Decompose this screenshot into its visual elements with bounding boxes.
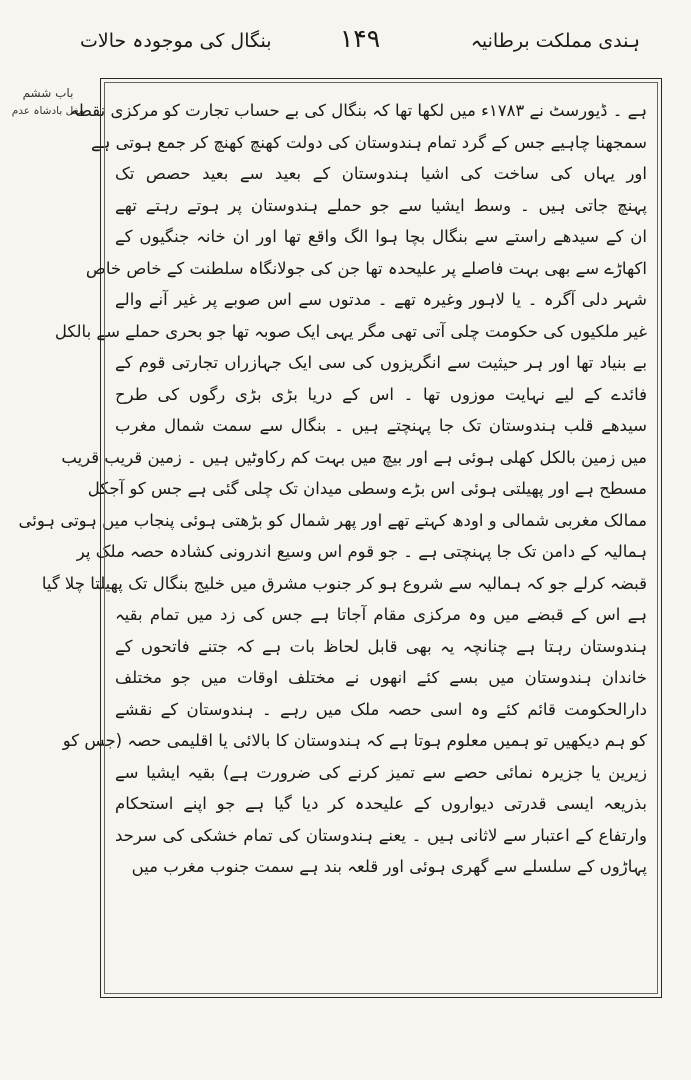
text-line: پہنچ جاتی ہیں ۔ وسط ایشیا سے جو حملے ہندوستان پر ہوتے رہتے تھے <box>115 195 647 215</box>
chapter-title: بنگال کی موجودہ حالات <box>80 30 272 52</box>
margin-annotation-line-1: باب ششم <box>22 86 74 100</box>
text-line: اکھاڑے سے بھی بہت فاصلے پر علیحدہ تھا جن کی جولانگاہ سلطنت کے خاص خاص <box>85 258 647 278</box>
text-line: ہے اس کے قبضے میں وہ مرکزی مقام آجاتا ہے جس کی زد میں تمام بقیہ <box>115 605 647 624</box>
text-line: فائدے کے لیے نہایت موزوں تھا ۔ اس کے دریا بڑی بڑی رگوں کی طرح <box>115 384 647 404</box>
text-line: ان کے سیدھے راستے سے بنگال بچا ہوا الگ واقع تھا اور ان خانہ جنگیوں کے <box>115 227 647 246</box>
text-line: وارتفاع کے اعتبار سے لاثانی ہیں ۔ یعنے ہندوستان کی تمام خشکی کی سرحد <box>115 825 647 845</box>
text-line: بذریعہ ایسی قدرتی دیواروں کے علیحدہ کر دیا گیا ہے جو اپنے استحکام <box>115 794 647 813</box>
text-line: اور یہاں کی ساخت کی اشیا ہندوستان کے بعید سے بعید حصص تک <box>115 164 647 183</box>
text-line: سمجھنا چاہیے جس کے گرد تمام ہندوستان کی دولت کھنچ کھنچ کر جمع ہوتی ہے <box>91 132 647 152</box>
text-line: پہاڑوں کے سلسلے سے گھری ہوئی اور قلعہ بند ہے سمت جنوب مغرب میں <box>131 857 647 876</box>
running-header <box>80 20 640 64</box>
text-line: ہے ۔ ڈیورسٹ نے ۱۷۸۳ء میں لکھا تھا کہ بنگال کی بے حساب تجارت کو مرکزی نقطہ <box>69 101 647 120</box>
text-line: ہندوستان رہتا ہے چنانچہ یہ بھی قابل لحاظ بات ہے کہ جتنے فاتحوں کے <box>115 636 647 656</box>
text-line: خاندان ہندوستان میں بسے کئے انھوں نے مختلف اوقات میں جو مختلف <box>115 668 647 687</box>
page-number: ۱۴۹ <box>339 24 381 53</box>
text-line: قبضہ کرلے جو کہ ہمالیہ سے شروع ہو کر جنوب مشرق میں خلیج بنگال تک پھیلتا چلا گیا <box>41 573 647 593</box>
text-line: مسطح ہے اور پھیلتی ہوئی اس بڑے وسطی میدان تک چلی گئی ہے جس کو آجکل <box>87 479 647 498</box>
book-title: ہندی مملکت برطانیہ <box>470 30 640 52</box>
text-line: میں زمین بالکل کھلی ہوئی ہے اور بیچ میں بہت کم رکاوٹیں ہیں ۔ زمین قریب قریب <box>61 447 647 467</box>
text-line: بے بنیاد تھا اور ہر حیثیت سے انگریزوں کی سی ایک جہازراں تجارتی قوم کے <box>115 353 647 372</box>
text-line: کو ہم دیکھیں تو ہمیں معلوم ہوتا ہے کہ ہندوستان کا بالائی یا اقلیمی حصہ (جس کو <box>62 731 647 750</box>
text-line: ممالک مغربی شمالی و اودھ کہتے تھے اور پھر شمال کو بڑھتی ہوئی پنجاب میں ہوتی ہوئی <box>18 510 647 530</box>
text-line: زیرین یا جزیرہ نمائی حصے سے تمیز کرنے کی ضرورت ہے) بقیہ ایشیا سے <box>115 762 647 782</box>
text-line: غیر ملکیوں کی حکومت چلی آتی تھی مگر یہی ایک صوبہ تھا جو بحری حملے سے بالکل <box>54 321 647 341</box>
text-line: سیدھے قلب ہندوستان تک جا پہنچتے ہیں ۔ بنگال سے سمت شمال مغرب <box>115 416 647 435</box>
text-line: ہمالیہ کے دامن تک جا پہنچتی ہے ۔ جو قوم اس وسیع اندرونی کشادہ حصہ ملک پر <box>76 542 647 561</box>
margin-annotation-line-2: مغل بادشاہ عدم <box>11 105 85 117</box>
text-line: دارالحکومت قائم کئے وہ اسی حصہ ملک میں رہے ۔ ہندوستان کے نقشے <box>115 699 647 719</box>
text-line: شہر دلی آگرہ ۔ یا لاہور وغیرہ تھے ۔ مدتوں سے اس صوبے پر غیر آنے والے <box>115 290 647 309</box>
